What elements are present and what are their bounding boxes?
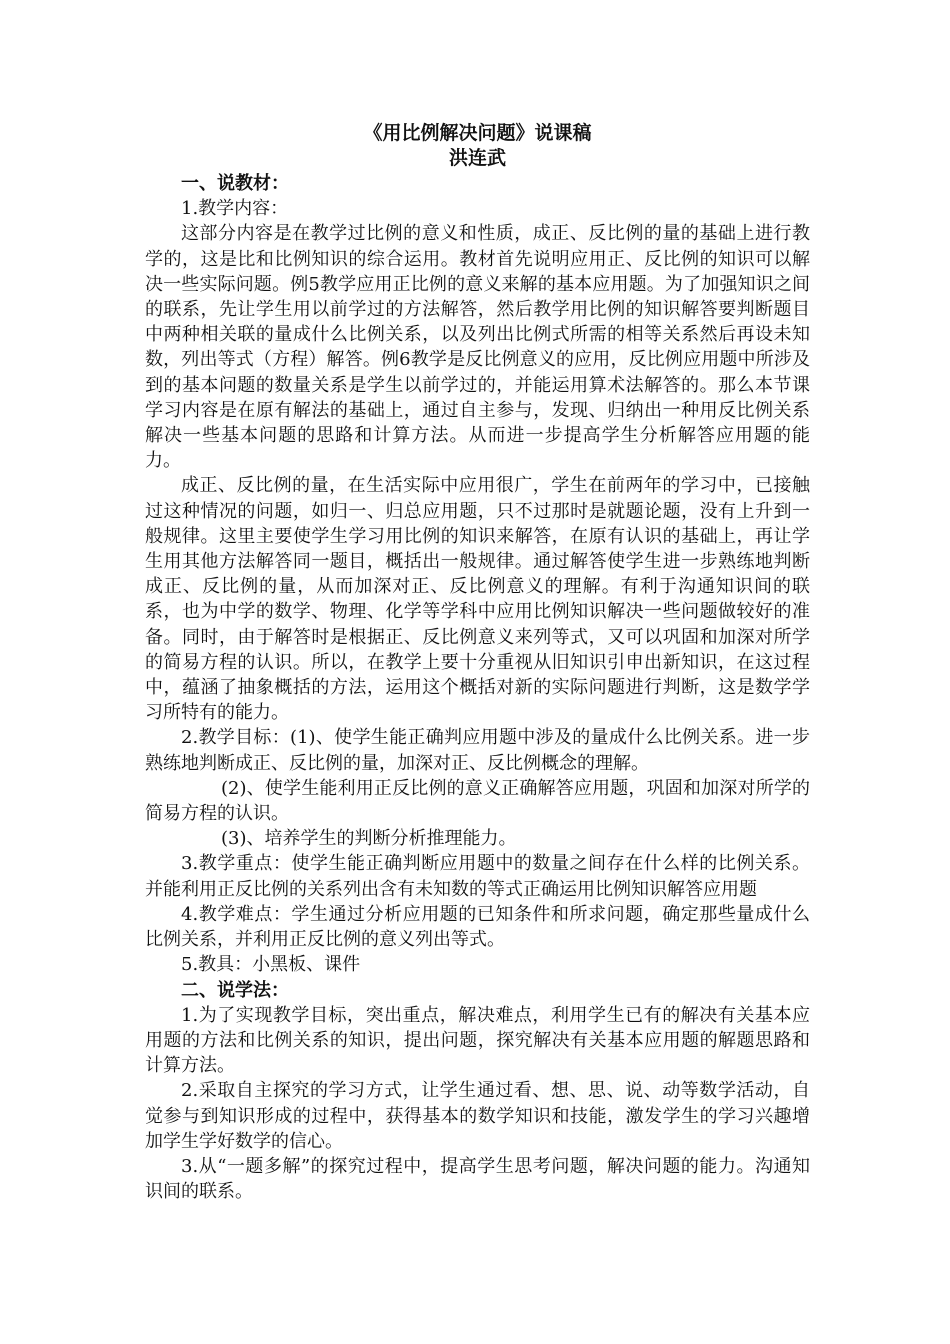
item-teaching-content-label: 1.教学内容：	[181, 198, 289, 220]
document-body	[145, 121, 810, 1204]
teaching-goal-3: (3)、培养学生的判断分析推理能力。	[221, 828, 517, 850]
teaching-key-point: 3.教学重点：使学生能正确判断应用题中的数量之间存在什么样的比例关系。并能利用正反比例的关系列出含有未知数的等式正确运用比例知识解答应用题	[145, 853, 810, 900]
document-title: 《用比例解决问题》说课稿	[363, 122, 592, 144]
teaching-goal-1: 2.教学目标：(1)、使学生能正确判应用题中涉及的量成什么比例关系。进一步熟练地判断成正、反比例的量，加深对正、反比例概念的理解。	[145, 727, 810, 774]
learning-method-3: 3.从“一题多解”的探究过程中，提高学生思考问题，解决问题的能力。沟通知识间的联系。	[145, 1155, 810, 1203]
document-author: 洪连武	[448, 147, 506, 169]
section-heading-learning-method: 二、说学法：	[181, 979, 289, 1001]
learning-method-2: 2.采取自主探究的学习方式，让学生通过看、想、思、说、动等数学活动，自觉参与到知识形成的过程中，获得基本的数学知识和技能，激发学生的学习兴趣增加学生学好数学的信心。	[145, 1080, 810, 1152]
teaching-tools: 5.教具：小黑板、课件	[181, 954, 361, 976]
paragraph-content-2: 成正、反比例的量，在生活实际中应用很广，学生在前两年的学习中，已接触过这种情况的问题，如归一、归总应用题，只不过那时是就题论题，没有上升到一般规律。这里主要使学生学习用比例的知识来解答，在原有认识的基础上，再让学生用其他方法解答同一题目，概括出一般规律。通过解答使学生进一步熟练地判断成正、反比例的量，从而加深对正、反比例意义的理解。有利于沟通知识间的联系，也为中学的数学、物理、化学等学科中应用比例知识解决一些问题做较好的准备。同时，由于解答时是根据正、反比例意义来列等式，又可以巩固和加深对所学的简易方程的认识。所以，在教学上要十分重视从旧知识引申出新知识，在这过程中，蕴涵了抽象概括的方法，运用这个概括对新的实际问题进行判断，这是数学学习所特有的能力。	[145, 475, 810, 724]
paragraph-content-1: 这部分内容是在教学过比例的意义和性质，成正、反比例的量的基础上进行教学的，这是比和比例知识的综合运用。教材首先说明应用正、反比例的知识可以解决一些实际问题。例5教学应用正比例的意义来解的基本应用题。为了加强知识之间的联系，先让学生用以前学过的方法解答，然后教学用比例的知识解答要判断题目中两种相关联的量成什么比例关系，以及列出比例式所需的相等关系然后再设未知数，列出等式（方程）解答。例6教学是反比例意义的应用，反比例应用题中所涉及到的基本问题的数量关系是学生以前学过的，并能运用算术法解答的。那么本节课学习内容是在原有解法的基础上，通过自主参与，发现、归纳出一种用反比例关系解决一些基本问题的思路和计算方法。从而进一步提高学生分析解答应用题的能力。	[145, 223, 810, 472]
section-heading-teaching-material: 一、说教材：	[181, 173, 289, 194]
teaching-difficulty: 4.教学难点：学生通过分析应用题的已知条件和所求问题，确定那些量成什么比例关系，并利用正反比例的意义列出等式。	[145, 903, 810, 951]
learning-method-1: 1.为了实现教学目标，突出重点，解决难点，利用学生已有的解决有关基本应用题的方法和比例关系的知识，提出问题，探究解决有关基本应用题的解题思路和计算方法。	[145, 1004, 810, 1077]
teaching-goal-2: (2)、使学生能利用正反比例的意义正确解答应用题，巩固和加深对所学的简易方程的认识。	[145, 777, 810, 825]
